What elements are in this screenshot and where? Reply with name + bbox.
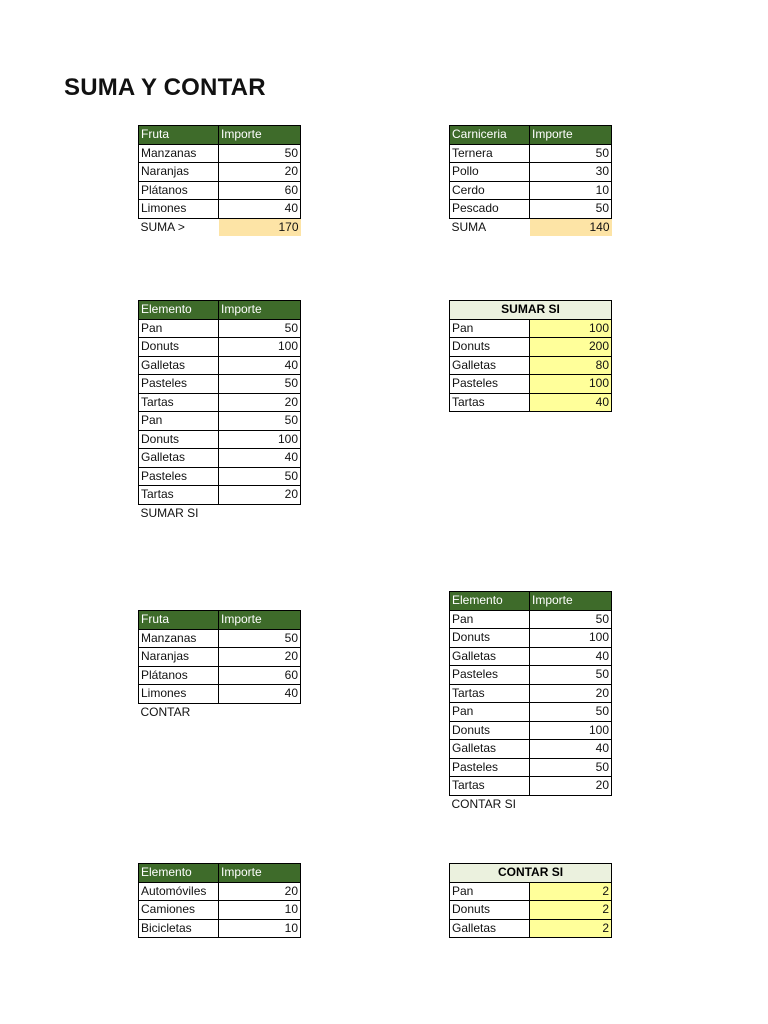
row-value: 2 [530, 882, 612, 901]
row-label: Donuts [450, 901, 530, 920]
table-row [139, 356, 301, 375]
table-row [139, 412, 301, 431]
table-row [450, 356, 612, 375]
column-header: Importe [530, 592, 612, 611]
table-row [450, 721, 612, 740]
row-label: Pollo [450, 163, 530, 182]
row-label: Pasteles [139, 375, 219, 394]
row-label: Tartas [450, 684, 530, 703]
table-row [450, 684, 612, 703]
row-value: 100 [530, 721, 612, 740]
table-row [139, 163, 301, 182]
table-row [139, 648, 301, 667]
table-row [450, 144, 612, 163]
table-title: SUMAR SI [450, 301, 612, 320]
table-row [450, 919, 612, 938]
table-fruta1 [138, 125, 301, 236]
table-row [450, 901, 612, 920]
table-row [139, 200, 301, 219]
table-row [450, 338, 612, 357]
row-value: 50 [530, 144, 612, 163]
summary-value [530, 795, 612, 813]
summary-label: SUMAR SI [140, 505, 199, 520]
row-label: Limones [139, 685, 219, 704]
row-label: Plátanos [139, 181, 219, 200]
table-row [450, 200, 612, 219]
row-value: 50 [530, 703, 612, 722]
row-value: 20 [219, 486, 301, 505]
row-label: Pan [450, 703, 530, 722]
row-value: 2 [530, 919, 612, 938]
row-value: 40 [530, 740, 612, 759]
row-value: 100 [219, 338, 301, 357]
row-label: Galletas [139, 449, 219, 468]
table-row [450, 666, 612, 685]
table-row [450, 375, 612, 394]
column-header: Importe [219, 611, 301, 630]
table-row [139, 685, 301, 704]
row-value: 50 [530, 610, 612, 629]
row-label: Pan [450, 319, 530, 338]
table-row [139, 375, 301, 394]
row-value: 50 [219, 375, 301, 394]
table-elemento3 [138, 863, 301, 938]
row-label: Donuts [450, 721, 530, 740]
row-value: 40 [219, 685, 301, 704]
table-row [139, 882, 301, 901]
row-value: 100 [219, 430, 301, 449]
table-header-row [139, 126, 301, 145]
row-value: 10 [530, 181, 612, 200]
row-label: Galletas [139, 356, 219, 375]
summary-label: CONTAR [140, 704, 191, 719]
column-header: Elemento [139, 301, 219, 320]
table-row [450, 647, 612, 666]
summary-value: 170 [219, 218, 301, 236]
page-title: SUMA Y CONTAR [64, 74, 266, 101]
table-row [139, 319, 301, 338]
table-row [450, 777, 612, 796]
row-value: 20 [530, 777, 612, 796]
table-row [139, 338, 301, 357]
row-label: Pan [450, 610, 530, 629]
column-header: Importe [219, 301, 301, 320]
table-carniceria [449, 125, 612, 236]
table-row [450, 882, 612, 901]
table-row [139, 467, 301, 486]
row-label: Plátanos [139, 666, 219, 685]
row-label: Pan [139, 412, 219, 431]
row-value: 40 [219, 200, 301, 219]
table-header-row [450, 592, 612, 611]
row-label: Ternera [450, 144, 530, 163]
column-header: Fruta [139, 611, 219, 630]
summary-label: CONTAR SI [451, 796, 516, 811]
table-header-row [450, 864, 612, 883]
row-value: 200 [530, 338, 612, 357]
row-label: Cerdo [450, 181, 530, 200]
row-label: Manzanas [139, 144, 219, 163]
row-label: Bicicletas [139, 919, 219, 938]
row-value: 50 [530, 666, 612, 685]
row-value: 100 [530, 375, 612, 394]
row-label: Manzanas [139, 629, 219, 648]
summary-row [139, 703, 301, 721]
row-value: 30 [530, 163, 612, 182]
table-row [139, 430, 301, 449]
row-label: Galletas [450, 919, 530, 938]
row-label: Donuts [450, 338, 530, 357]
table-row [139, 486, 301, 505]
summary-row [450, 218, 612, 236]
row-value: 50 [219, 467, 301, 486]
table-header-row [139, 864, 301, 883]
row-value: 40 [219, 356, 301, 375]
summary-label: SUMA [451, 219, 487, 234]
table-row [139, 393, 301, 412]
table-row [139, 666, 301, 685]
table-elemento1 [138, 300, 301, 522]
table-row [139, 181, 301, 200]
summary-value [219, 703, 301, 721]
row-value: 80 [530, 356, 612, 375]
row-value: 20 [219, 393, 301, 412]
row-label: Pasteles [450, 758, 530, 777]
table-row [139, 901, 301, 920]
table-row [450, 163, 612, 182]
table-row [450, 629, 612, 648]
row-label: Donuts [139, 430, 219, 449]
column-header: Elemento [450, 592, 530, 611]
table-sumar-si [449, 300, 612, 412]
table-row [139, 144, 301, 163]
column-header: Importe [530, 126, 612, 145]
column-header: Carniceria [450, 126, 530, 145]
table-contar-si [449, 863, 612, 938]
row-value: 100 [530, 629, 612, 648]
column-header: Elemento [139, 864, 219, 883]
row-label: Limones [139, 200, 219, 219]
row-value: 40 [530, 393, 612, 412]
row-label: Automóviles [139, 882, 219, 901]
summary-row [450, 795, 612, 813]
row-label: Pasteles [450, 666, 530, 685]
row-label: Pasteles [450, 375, 530, 394]
row-value: 20 [219, 163, 301, 182]
row-label: Donuts [450, 629, 530, 648]
column-header: Importe [219, 126, 301, 145]
table-row [450, 703, 612, 722]
table-row [139, 449, 301, 468]
row-value: 50 [219, 629, 301, 648]
column-header: Importe [219, 864, 301, 883]
row-value: 50 [219, 319, 301, 338]
table-header-row [450, 126, 612, 145]
table-row [450, 393, 612, 412]
table-fruta2 [138, 610, 301, 721]
table-row [450, 319, 612, 338]
table-header-row [139, 301, 301, 320]
table-header-row [450, 301, 612, 320]
table-row [139, 919, 301, 938]
row-value: 60 [219, 181, 301, 200]
table-elemento2 [449, 591, 612, 813]
row-value: 100 [530, 319, 612, 338]
summary-row [139, 504, 301, 522]
row-value: 50 [219, 144, 301, 163]
row-value: 60 [219, 666, 301, 685]
row-label: Pasteles [139, 467, 219, 486]
summary-row [139, 218, 301, 236]
row-value: 2 [530, 901, 612, 920]
row-value: 50 [530, 758, 612, 777]
table-row [450, 181, 612, 200]
row-label: Tartas [450, 777, 530, 796]
table-row [139, 629, 301, 648]
column-header: Fruta [139, 126, 219, 145]
row-value: 40 [530, 647, 612, 666]
row-label: Tartas [139, 486, 219, 505]
row-value: 40 [219, 449, 301, 468]
row-label: Pescado [450, 200, 530, 219]
row-value: 50 [219, 412, 301, 431]
row-label: Tartas [450, 393, 530, 412]
table-row [450, 740, 612, 759]
row-label: Galletas [450, 647, 530, 666]
row-value: 20 [530, 684, 612, 703]
table-row [450, 610, 612, 629]
row-label: Donuts [139, 338, 219, 357]
row-label: Naranjas [139, 163, 219, 182]
row-value: 10 [219, 901, 301, 920]
summary-value [219, 504, 301, 522]
summary-value: 140 [530, 218, 612, 236]
row-value: 20 [219, 648, 301, 667]
row-label: Pan [450, 882, 530, 901]
table-header-row [139, 611, 301, 630]
summary-label: SUMA > [140, 219, 185, 234]
row-value: 20 [219, 882, 301, 901]
table-title: CONTAR SI [450, 864, 612, 883]
row-label: Camiones [139, 901, 219, 920]
row-label: Pan [139, 319, 219, 338]
row-label: Tartas [139, 393, 219, 412]
row-label: Galletas [450, 740, 530, 759]
row-label: Naranjas [139, 648, 219, 667]
row-value: 50 [530, 200, 612, 219]
table-row [450, 758, 612, 777]
row-value: 10 [219, 919, 301, 938]
row-label: Galletas [450, 356, 530, 375]
